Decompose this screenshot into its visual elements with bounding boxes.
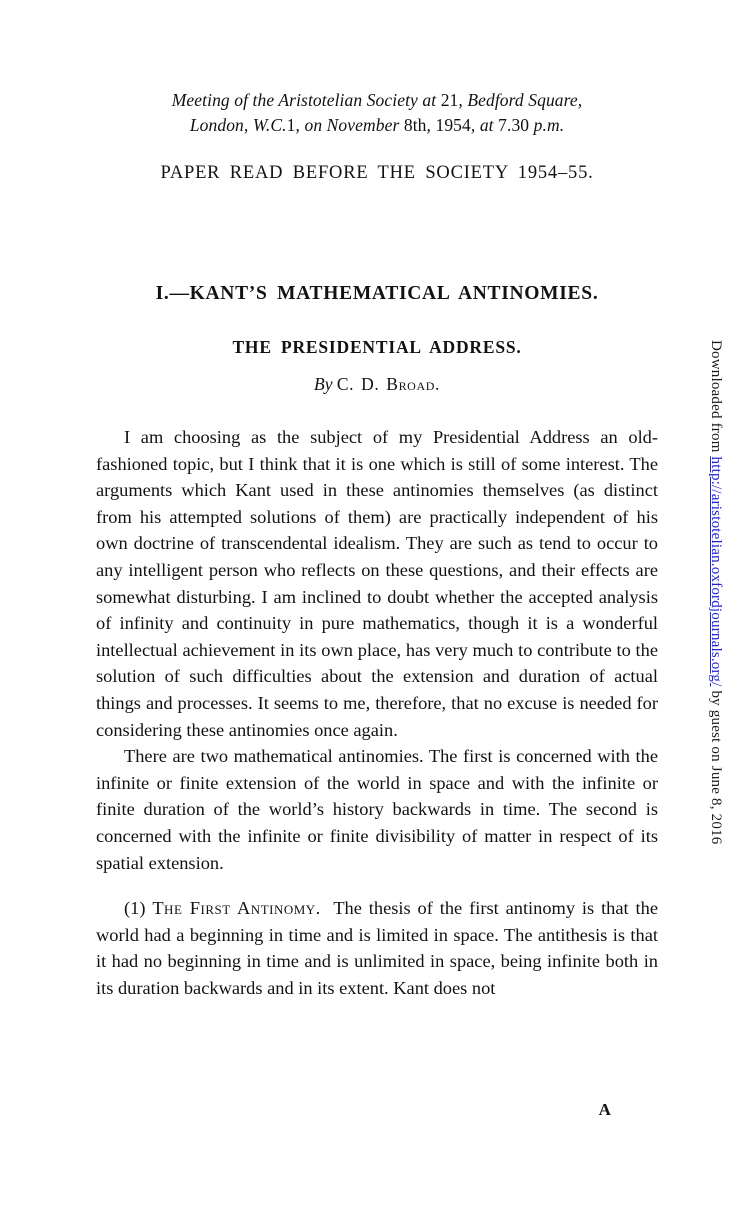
meeting-note-italic-b: , Bedford Square, [458,90,583,110]
meeting-note-roman-c: 8th [403,115,427,135]
meeting-note-roman-b: 1 [286,115,296,135]
meeting-note-line-2 [96,113,658,138]
meeting-note-italic-d: , on November [295,115,404,135]
byline-author-name: C. D. Broad. [336,374,440,394]
byline-by-word: By [314,374,333,394]
antinomy-heading: The First Antinomy. [152,898,321,919]
meeting-note-italic-a: Meeting of the Aristotelian Society at [171,90,441,110]
byline [96,374,658,395]
meeting-note-italic-c: London, W.C. [189,115,287,135]
download-watermark [707,340,724,920]
meeting-note-italic-f: , at [470,115,499,135]
meeting-note-italic-e: , [426,115,436,135]
meeting-note-roman-a: 21 [440,90,459,110]
meeting-note-roman-d: 1954 [435,115,471,135]
antinomy-body-text: The thesis of the first antinomy is that the world had a beginning in time and is limited in space. The antithesis is that it had no beginning in time and is unlimited in space, being infinite both in its duration backwards and in its extent. Kant does not [96,898,658,998]
watermark-prefix: Downloaded from [708,340,724,457]
page-subtitle: THE PRESIDENTIAL ADDRESS. [232,336,522,357]
body-paragraph-3 [96,895,658,1001]
antinomy-number: (1) [124,898,146,919]
watermark-suffix: by guest on June 8, 2016 [708,686,724,845]
signature-mark: A [598,1100,612,1119]
body-paragraph-1: I am choosing as the subject of my Presidential Address an old-fashioned topic, but I think that it is one which is still of some interest. The arguments which Kant used in these antinomies themselves (as distinct from his attempted solutions of them) are practically independent of his own doctrine of transcendental idealism. They are such as tend to occur to any intelligent person who reflects on these questions, and their effects are somewhat disturbing. I am inclined to doubt whether the accepted analysis of infinity and continuity in pure mathematics, though it is a wonderful intellectual achievement in its own place, has very much to contribute to the solution of such difficulties about the extension and duration of actual things and processes. It seems to me, therefore, that no excuse is needed for considering these antinomies once again. [96,427,658,740]
paper-read-line: PAPER READ BEFORE THE SOCIETY 1954–55. [160,163,594,183]
meeting-note-italic-g: p.m. [529,115,565,135]
meeting-note [96,88,658,138]
meeting-note-line-1 [96,88,658,113]
body-paragraph-2: There are two mathematical antinomies. The first is concerned with the infinite or finite extension of the world in space and with the infinite or finite duration of the world’s history backwards in time. The second is concerned with the infinite or finite divisibility of matter in respect of its spatial extension. [96,746,658,873]
meeting-note-roman-e: 7.30 [498,115,530,135]
watermark-url-link[interactable]: http://aristotelian.oxfordjournals.org/ [708,456,724,687]
page-title: I.—KANT’S MATHEMATICAL ANTINOMIES. [155,283,599,305]
article-body [96,424,658,1001]
